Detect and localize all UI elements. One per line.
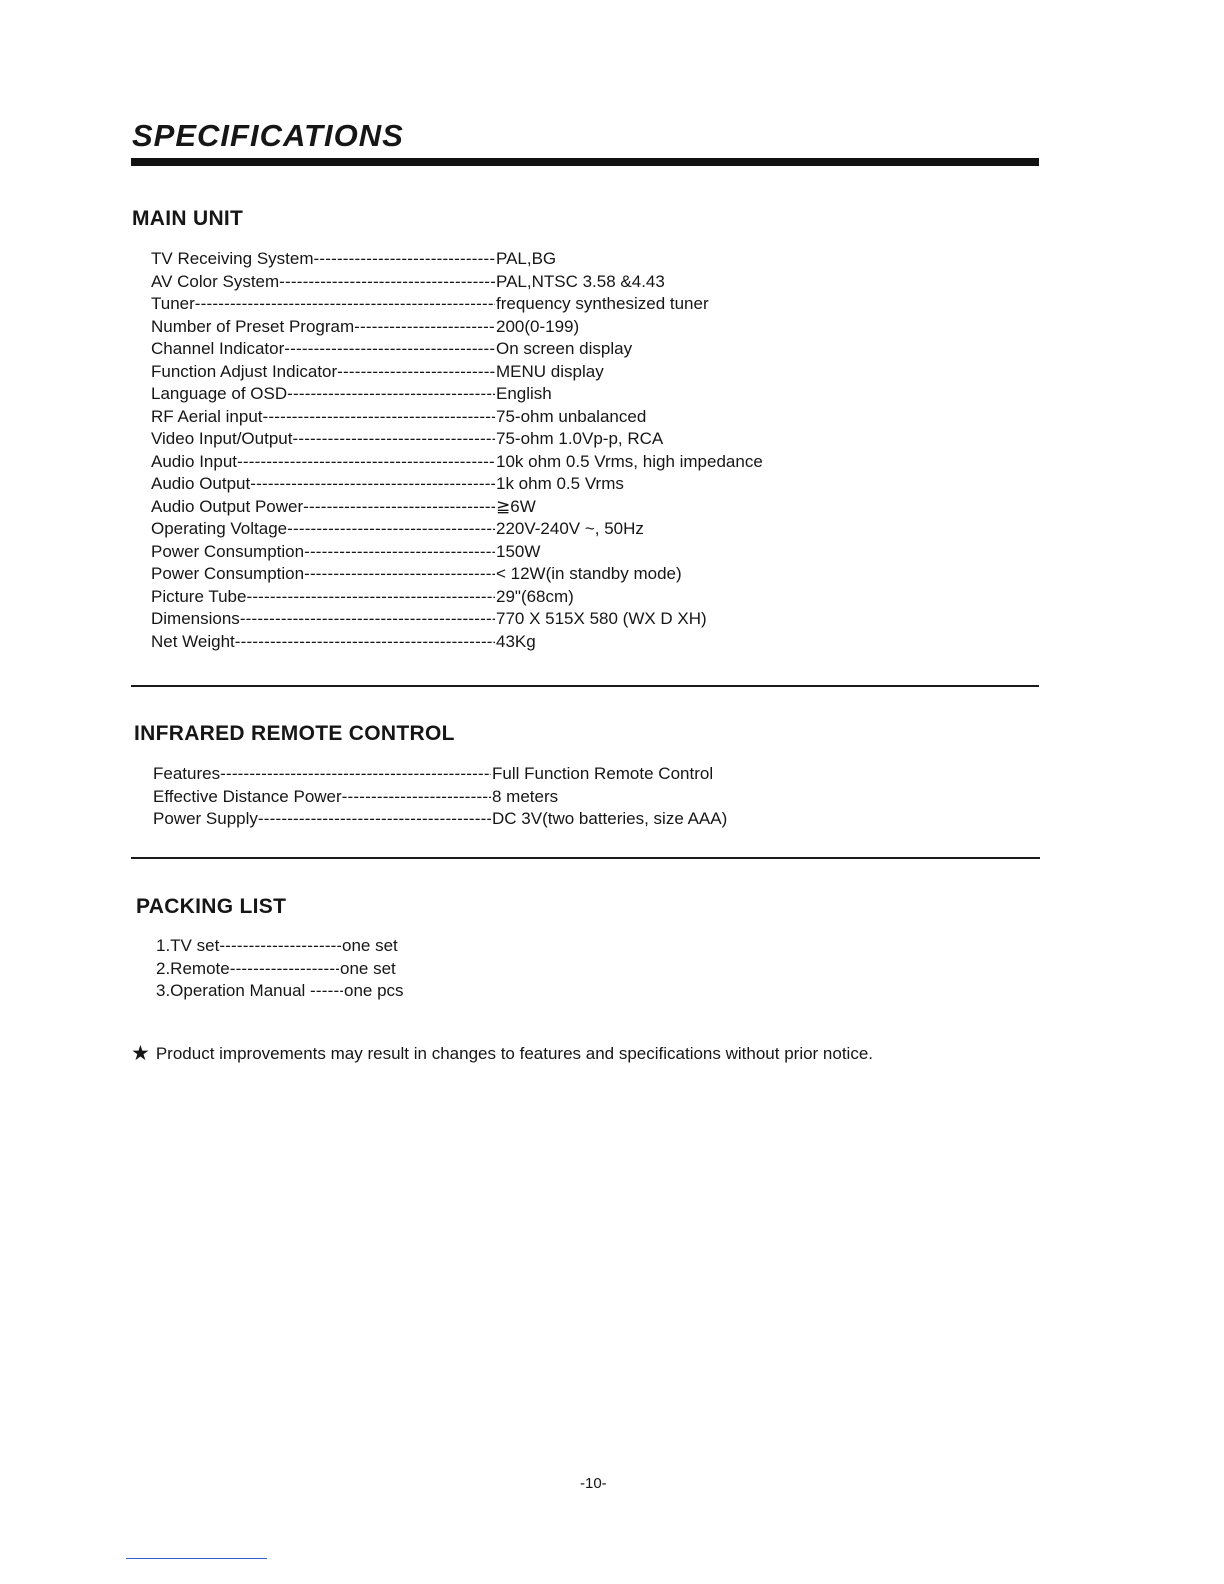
spec-label: Audio Output Power ----- — [151, 496, 495, 519]
page-number: -10- — [580, 1475, 607, 1492]
spec-row — [151, 316, 851, 339]
spec-label: Net Weight ----- — [151, 631, 495, 654]
spec-label: TV Receiving System ----- — [151, 248, 495, 271]
list-item — [156, 958, 556, 981]
spec-row — [151, 428, 851, 451]
spec-value: 29"(68cm) — [495, 586, 574, 609]
spec-label: AV Color System ----- — [151, 271, 495, 294]
spec-value: PAL,BG — [495, 248, 556, 271]
spec-label: Operating Voltage ----- — [151, 518, 495, 541]
spec-value: ≧6W — [495, 496, 536, 519]
spec-row — [151, 541, 851, 564]
spec-value: 43Kg — [495, 631, 536, 654]
spec-value: 75-ohm unbalanced — [495, 406, 646, 429]
spec-row — [153, 786, 853, 809]
spec-value: 75-ohm 1.0Vp-p, RCA — [495, 428, 663, 451]
packing-item-label: 3.Operation Manual ----- — [156, 980, 343, 1003]
spec-value: DC 3V(two batteries, size AAA) — [491, 808, 727, 831]
spec-row — [151, 338, 851, 361]
spec-label: Tuner ----- — [151, 293, 495, 316]
spec-value: 10k ohm 0.5 Vrms, high impedance — [495, 451, 763, 474]
spec-row — [151, 406, 851, 429]
spec-row — [151, 496, 851, 519]
remote-heading: INFRARED REMOTE CONTROL — [134, 722, 455, 745]
disclaimer-text: Product improvements may result in changes to features and specifications without prior notice. — [155, 1044, 874, 1063]
spec-row — [151, 586, 851, 609]
spec-label: Channel Indicator ----- — [151, 338, 495, 361]
main-unit-heading: MAIN UNIT — [132, 207, 244, 230]
page-title: SPECIFICATIONS — [132, 118, 404, 153]
spec-label: Audio Output ----- — [151, 473, 495, 496]
spec-row — [151, 293, 851, 316]
spec-label: Features ----- — [153, 763, 491, 786]
footer-underline — [126, 1558, 267, 1559]
spec-row — [153, 808, 853, 831]
spec-row — [151, 361, 851, 384]
section-divider — [131, 685, 1039, 687]
title-rule — [131, 158, 1039, 166]
section-divider — [131, 857, 1040, 859]
spec-label: Power Consumption ----- — [151, 563, 495, 586]
spec-label: Video Input/Output ----- — [151, 428, 495, 451]
spec-value: MENU display — [495, 361, 604, 384]
spec-label: Dimensions ----- — [151, 608, 495, 631]
spec-value: 1k ohm 0.5 Vrms — [495, 473, 624, 496]
spec-value: English — [495, 383, 552, 406]
spec-label: Effective Distance Power ----- — [153, 786, 491, 809]
spec-row — [151, 563, 851, 586]
spec-row — [151, 608, 851, 631]
packing-item-value: one pcs — [343, 980, 404, 1003]
packing-item-value: one set — [341, 935, 398, 958]
spec-row — [153, 763, 853, 786]
disclaimer-note — [131, 1042, 873, 1066]
spec-label: Power Supply ----- — [153, 808, 491, 831]
spec-label: Language of OSD ----- — [151, 383, 495, 406]
spec-value: 220V-240V ~, 50Hz — [495, 518, 644, 541]
spec-row — [151, 518, 851, 541]
packing-item-label: 1.TV set ----- — [156, 935, 341, 958]
spec-value: 200(0-199) — [495, 316, 579, 339]
list-item — [156, 980, 556, 1003]
spec-value: frequency synthesized tuner — [495, 293, 709, 316]
spec-value: 150W — [495, 541, 540, 564]
spec-row — [151, 271, 851, 294]
main-unit-spec-list — [151, 248, 851, 653]
packing-item-value: one set — [339, 958, 396, 981]
spec-value: < 12W(in standby mode) — [495, 563, 682, 586]
spec-label: Power Consumption ----- — [151, 541, 495, 564]
packing-item-label: 2.Remote ----- — [156, 958, 339, 981]
packing-heading: PACKING LIST — [136, 895, 287, 918]
packing-list — [156, 935, 556, 1003]
spec-row — [151, 631, 851, 654]
spec-label: Function Adjust Indicator ----- — [151, 361, 495, 384]
list-item — [156, 935, 556, 958]
spec-label: Picture Tube ----- — [151, 586, 495, 609]
spec-value: PAL,NTSC 3.58 &4.43 — [495, 271, 665, 294]
spec-value: On screen display — [495, 338, 632, 361]
spec-label: RF Aerial input ----- — [151, 406, 495, 429]
spec-value: 770 X 515X 580 (WX D XH) — [495, 608, 707, 631]
spec-value: Full Function Remote Control — [491, 763, 713, 786]
star-icon: ★ — [131, 1042, 150, 1065]
spec-label: Number of Preset Program ----- — [151, 316, 495, 339]
spec-row — [151, 451, 851, 474]
spec-row — [151, 473, 851, 496]
spec-label: Audio Input ----- — [151, 451, 495, 474]
remote-spec-list — [153, 763, 853, 831]
spec-row — [151, 248, 851, 271]
spec-value: 8 meters — [491, 786, 558, 809]
spec-row — [151, 383, 851, 406]
